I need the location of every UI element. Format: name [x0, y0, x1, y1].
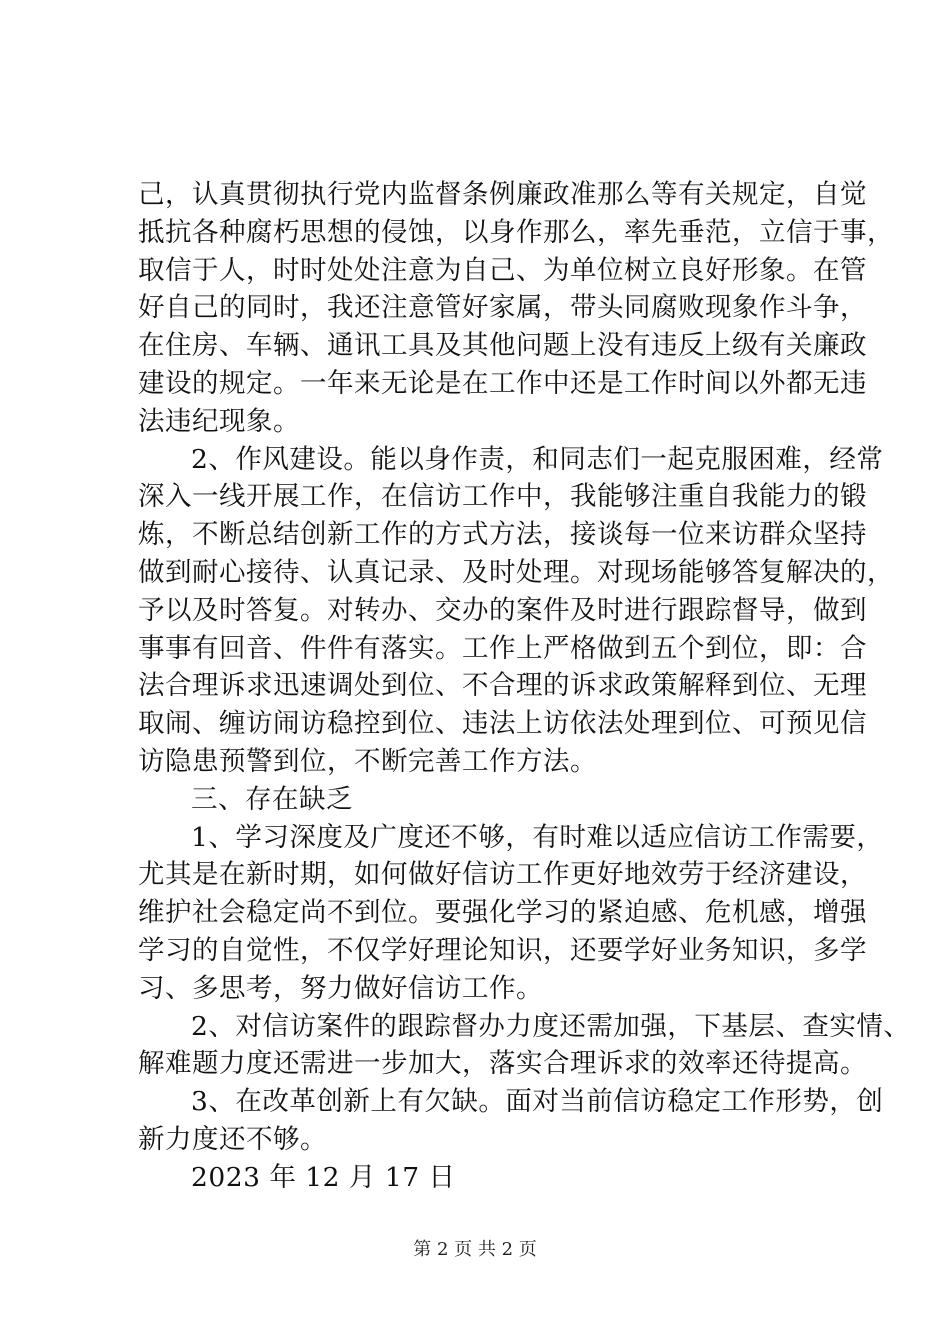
body-line: 己，认真贯彻执行党内监督条例廉政准那么等有关规定，自觉	[138, 179, 867, 210]
body-line: 做到耐心接待、认真记录、及时处理。对现场能够答复解决的，	[138, 556, 894, 588]
body-line: 维护社会稳定尚不到位。要强化学习的紧迫感、危机感，增强	[138, 897, 867, 929]
page-number-footer: 第 2 页 共 2 页	[413, 1239, 537, 1260]
body-line: 2、作风建设。能以身作责，和同志们一起克服困难，经常	[191, 443, 884, 475]
body-line: 好自己的同时，我还注意管好家属，带头同腐败现象作斗争，	[138, 292, 867, 324]
body-line: 3、在改革创新上有欠缺。面对当前信访稳定工作形势，创	[191, 1086, 884, 1118]
body-line: 取闹、缠访闹访稳控到位、违法上访依法处理到位、可预见信	[138, 708, 867, 740]
body-line: 法违纪现象。	[138, 405, 300, 437]
document-body	[138, 176, 911, 1197]
body-line: 尤其是在新时期，如何做好信访工作更好地效劳于经济建设，	[138, 859, 867, 891]
body-line: 解难题力度还需进一步加大，落实合理诉求的效率还待提高。	[138, 1048, 867, 1080]
section-heading: 三、存在缺乏	[191, 783, 353, 815]
body-line: 取信于人，时时处处注意为自己、为单位树立良好形象。在管	[138, 254, 867, 286]
body-line: 法合理诉求迅速调处到位、不合理的诉求政策解释到位、无理	[138, 670, 867, 702]
document-date: 2023 年 12 月 17 日	[191, 1161, 456, 1193]
body-line: 抵抗各种腐朽思想的侵蚀，以身作那么，率先垂范，立信于事，	[138, 216, 894, 248]
body-line: 学习的自觉性，不仅学好理论知识，还要学好业务知识，多学	[138, 934, 867, 966]
body-line: 建设的规定。一年来无论是在工作中还是工作时间以外都无违	[138, 367, 867, 399]
body-line: 新力度还不够。	[138, 1123, 327, 1155]
body-line: 予以及时答复。对转办、交办的案件及时进行跟踪督导，做到	[138, 594, 867, 626]
body-line: 访隐患预警到位，不断完善工作方法。	[138, 745, 597, 777]
body-line: 1、学习深度及广度还不够，有时难以适应信访工作需要，	[191, 821, 884, 853]
body-line: 2、对信访案件的跟踪督办力度还需加强，下基层、查实情、	[191, 1010, 911, 1042]
body-line: 炼，不断总结创新工作的方式方法，接谈每一位来访群众坚持	[138, 519, 867, 551]
body-line: 习、多思考，努力做好信访工作。	[138, 972, 543, 1004]
body-line: 事事有回音、件件有落实。工作上严格做到五个到位，即：合	[138, 632, 867, 664]
body-line: 在住房、车辆、通讯工具及其他问题上没有违反上级有关廉政	[138, 330, 867, 362]
body-line: 深入一线开展工作，在信访工作中，我能够注重自我能力的锻	[138, 481, 867, 513]
